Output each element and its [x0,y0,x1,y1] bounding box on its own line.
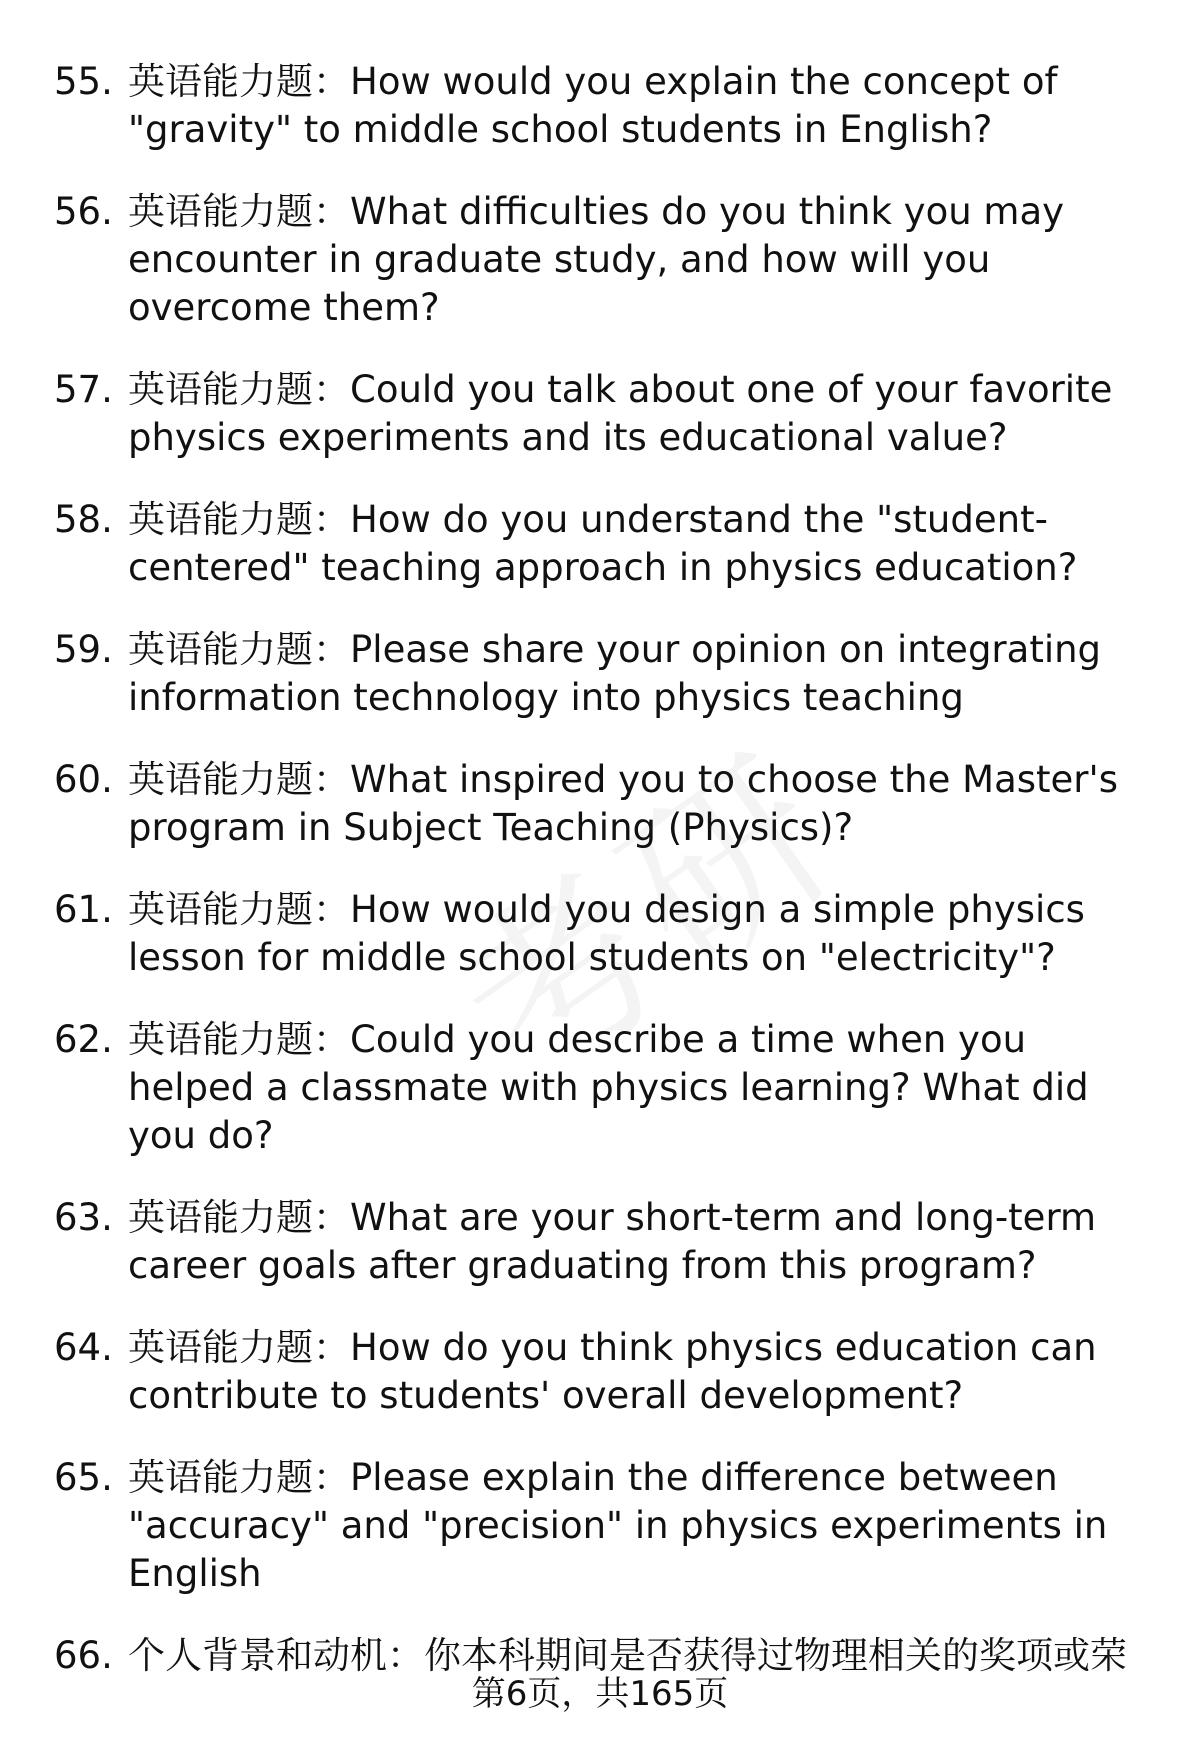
question-number: 66. [54,1634,113,1677]
question-list [0,58,1200,1714]
question-item [0,626,1200,722]
question-text: 英语能力题：How do you think physics education can contribute to students' overall development? [128,1326,1097,1417]
question-text: 英语能力题：What difficulties do you think you may encounter in graduate study, and how will you overcome them? [128,190,1065,329]
question-item [0,756,1200,852]
question-text: 英语能力题：How would you explain the concept of "gravity" to middle school students in English? [128,60,1058,151]
question-item [0,496,1200,592]
question-text: 英语能力题：What are your short-term and long-term career goals after graduating from this program? [128,1196,1097,1287]
question-text: 英语能力题：Could you talk about one of your favorite physics experiments and its educational value? [128,368,1113,459]
question-text: 个人背景和动机：你本科期间是否获得过物理相关的奖项或荣 [128,1634,1127,1677]
question-number: 59. [54,628,113,671]
question-item [0,366,1200,462]
question-item [0,1194,1200,1290]
question-text: 英语能力题：Please share your opinion on integrating information technology into physics teaching [128,628,1102,719]
question-item [0,1324,1200,1420]
question-number: 56. [54,190,113,233]
question-text: 英语能力题：How do you understand the "student-centered" teaching approach in physics education? [128,498,1078,589]
question-text: 英语能力题：What inspired you to choose the Master's program in Subject Teaching (Physics)? [128,758,1118,849]
question-item [0,58,1200,154]
question-number: 57. [54,368,113,411]
question-number: 63. [54,1196,113,1239]
question-item [0,1016,1200,1160]
question-item [0,1454,1200,1598]
question-number: 60. [54,758,113,801]
question-text: 英语能力题：How would you design a simple physics lesson for middle school students on "electricity"? [128,888,1085,979]
question-number: 65. [54,1456,113,1499]
question-number: 64. [54,1326,113,1369]
question-number: 62. [54,1018,113,1061]
question-number: 58. [54,498,113,541]
question-text: 英语能力题：Please explain the difference between "accuracy" and "precision" in physics experiments in English [128,1456,1108,1595]
question-number: 55. [54,60,113,103]
question-item [0,188,1200,332]
question-number: 61. [54,888,113,931]
question-item [0,886,1200,982]
page-footer: 第6页，共165页 [471,1674,729,1714]
question-text: 英语能力题：Could you describe a time when you helped a classmate with physics learning? What did you do? [128,1018,1089,1157]
